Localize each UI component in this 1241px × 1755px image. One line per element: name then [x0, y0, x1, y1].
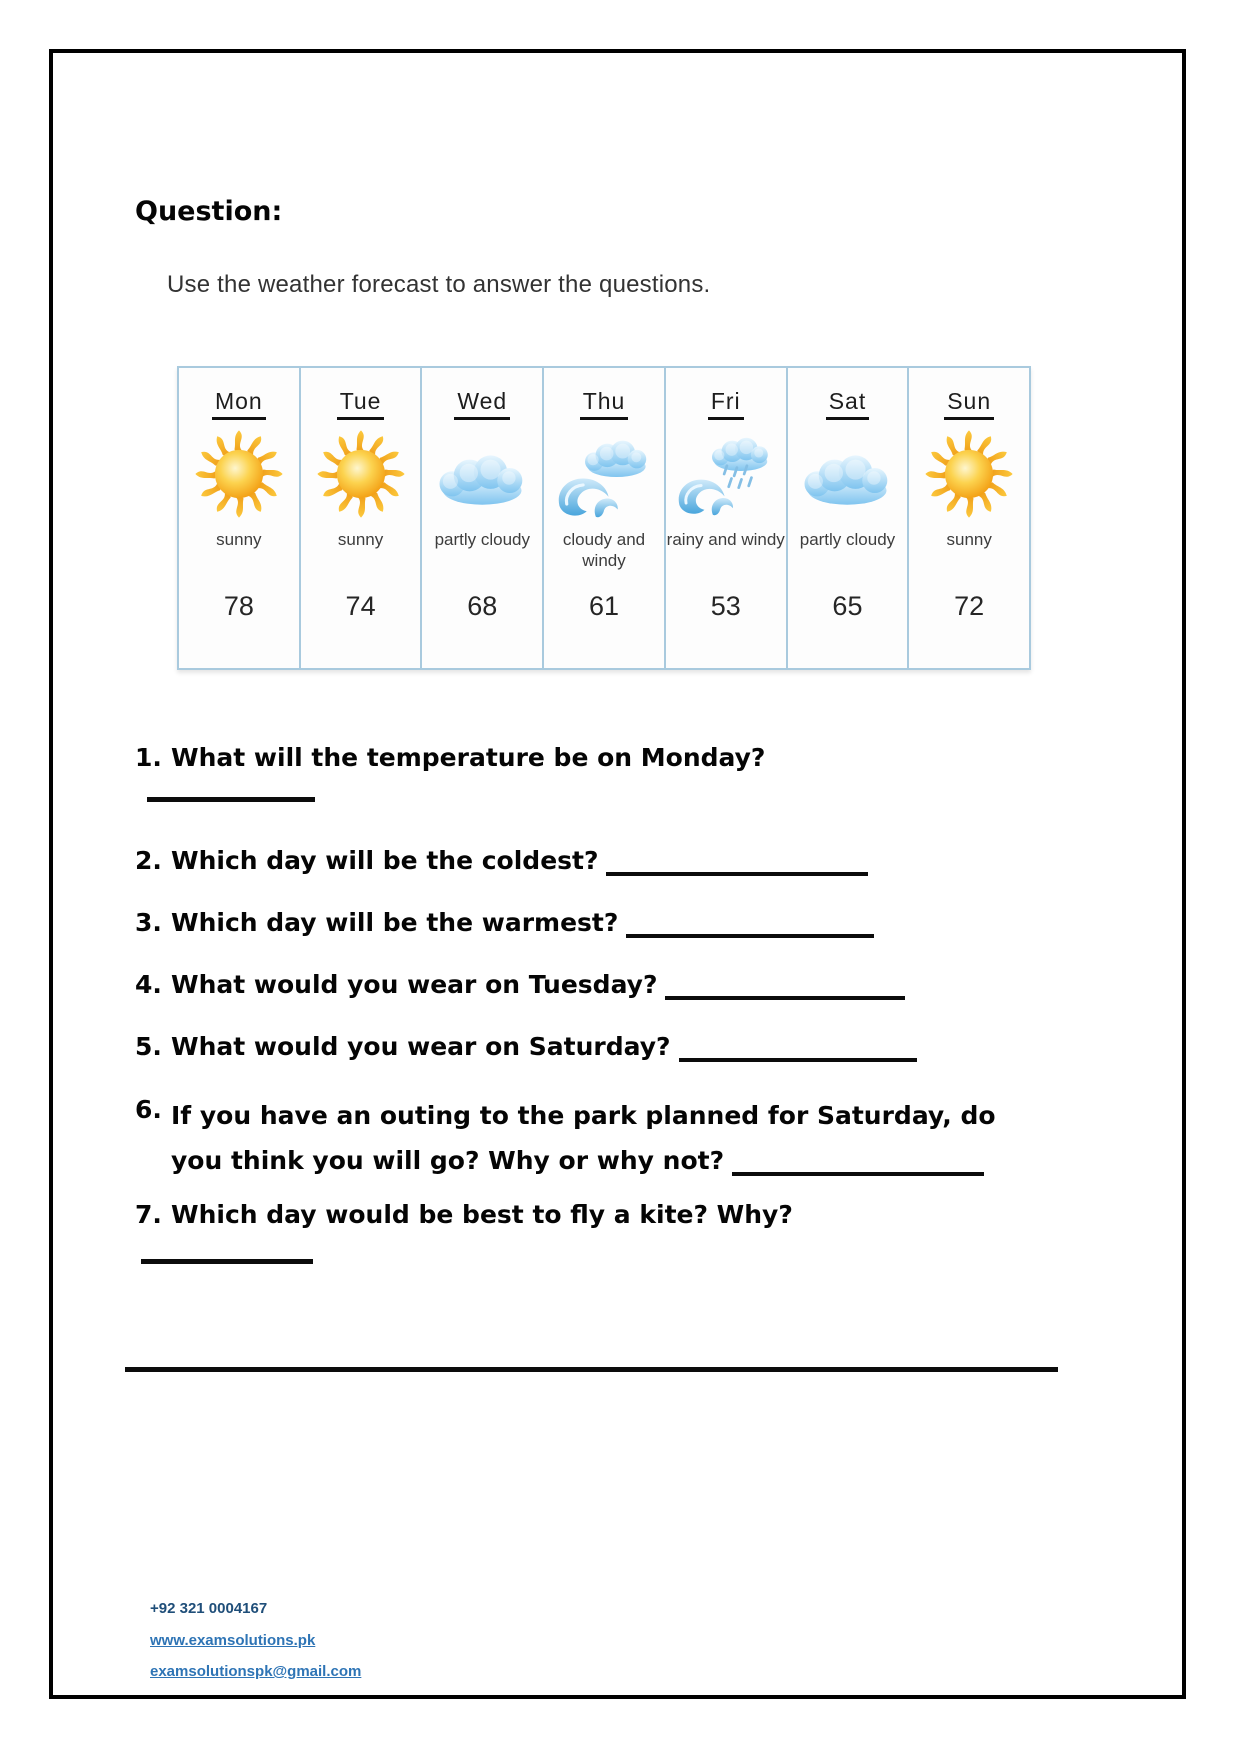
question-text: Which day would be best to fly a kite? Why?: [171, 1200, 793, 1229]
temperature-value: 72: [954, 591, 985, 621]
day-label: Sat: [826, 388, 870, 415]
question-number: 2.: [135, 846, 162, 875]
question-item-2: [135, 845, 868, 878]
condition-label: sunny: [216, 530, 262, 549]
day-label: Thu: [580, 388, 629, 415]
forecast-column-wed: [420, 368, 542, 668]
temperature-value: 78: [223, 591, 254, 621]
answer-blank: [606, 860, 868, 876]
answer-blank: [732, 1160, 984, 1176]
instruction-text: Use the weather forecast to answer the questions.: [167, 271, 711, 298]
cloud-icon: [430, 421, 534, 527]
forecast-column-fri: [664, 368, 786, 668]
question-item-1: [135, 742, 765, 775]
condition-label: rainy and windy: [666, 530, 785, 549]
temperature-value: 61: [588, 591, 620, 621]
temperature-value: 65: [832, 591, 863, 621]
condition-label: sunny: [337, 530, 384, 549]
forecast-column-sun: [907, 368, 1029, 668]
temperature-value: 53: [710, 591, 741, 621]
day-label: Wed: [454, 388, 510, 415]
question-number: 3.: [135, 908, 162, 937]
answer-blank-q1: [147, 797, 315, 802]
answer-blank: [626, 922, 874, 938]
condition-label: cloudy and windy: [562, 530, 646, 571]
answer-long-line: [125, 1367, 1058, 1372]
temperature-value: 74: [345, 591, 376, 621]
forecast-column-tue: [299, 368, 421, 668]
sun-icon: [309, 421, 413, 527]
condition-label: sunny: [946, 530, 992, 549]
answer-blank-q7: [141, 1259, 313, 1264]
question-text: If you have an outing to the park planned for Saturday, do you think you will go? Why or why not?: [171, 1101, 996, 1175]
question-heading: Question:: [135, 196, 283, 227]
question-number: 1.: [135, 743, 162, 772]
question-item-5: [135, 1031, 917, 1064]
question-number: 7.: [135, 1200, 162, 1229]
answer-blank: [665, 984, 905, 1000]
day-label: Fri: [708, 388, 744, 415]
condition-label: partly cloudy: [799, 530, 896, 549]
cloud-icon: [795, 421, 899, 527]
question-number: 5.: [135, 1032, 162, 1061]
footer-website-link[interactable]: www.examsolutions.pk: [150, 1632, 316, 1649]
cloud-rain-wind-icon: [674, 421, 778, 527]
condition-label: partly cloudy: [434, 530, 531, 549]
sun-icon: [917, 421, 1021, 527]
forecast-column-mon: [179, 368, 299, 668]
question-item-6: [135, 1094, 1043, 1183]
question-text: Which day will be the warmest?: [171, 907, 874, 940]
question-item-3: [135, 907, 874, 940]
question-text: Which day will be the coldest?: [171, 845, 868, 878]
weather-forecast-table: [177, 366, 1031, 670]
day-label: Tue: [337, 388, 385, 415]
question-text: What would you wear on Saturday?: [171, 1031, 917, 1064]
temperature-value: 68: [467, 591, 498, 621]
forecast-column-sat: [786, 368, 908, 668]
question-number: 4.: [135, 970, 162, 999]
cloud-wind-icon: [552, 421, 656, 527]
sun-icon: [187, 421, 291, 527]
footer-phone: +92 321 0004167: [150, 1600, 268, 1617]
day-label: Mon: [212, 388, 266, 415]
question-text: What would you wear on Tuesday?: [171, 969, 905, 1002]
footer-email-link[interactable]: examsolutionspk@gmail.com: [150, 1663, 362, 1680]
day-label: Sun: [944, 388, 994, 415]
question-number: 6.: [135, 1095, 162, 1124]
forecast-column-thu: [542, 368, 664, 668]
answer-blank: [679, 1046, 917, 1062]
question-text: What will the temperature be on Monday?: [171, 743, 766, 772]
question-item-4: [135, 969, 905, 1002]
question-item-7: [135, 1199, 793, 1232]
